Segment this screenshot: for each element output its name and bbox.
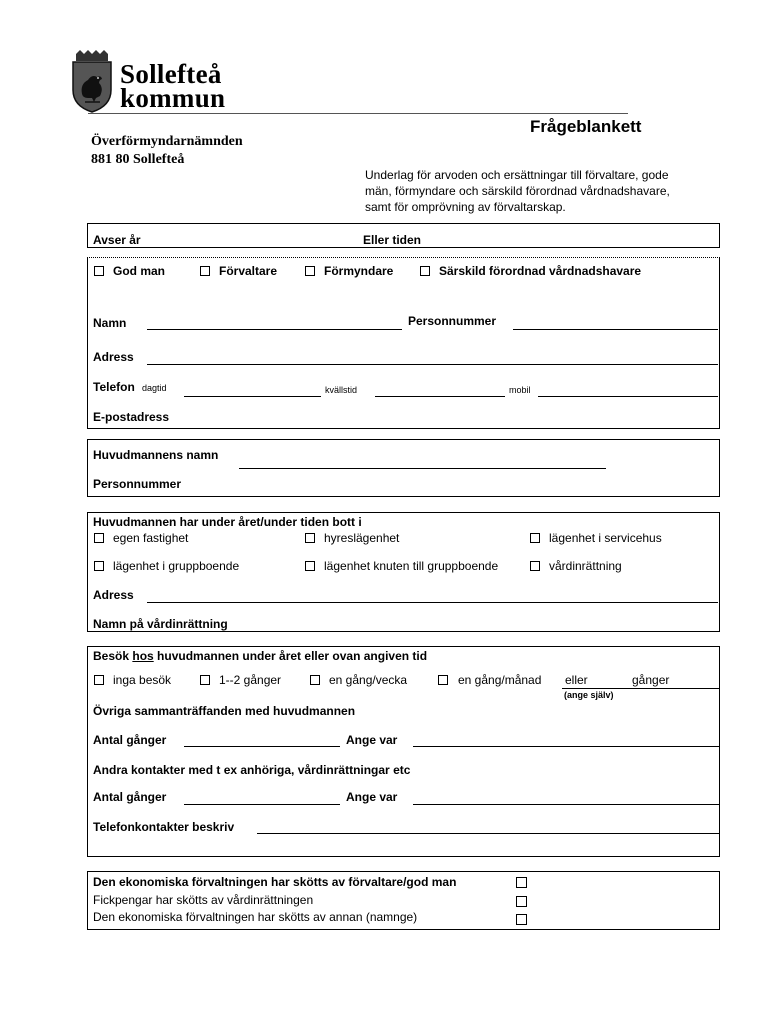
- principal-personnummer-field[interactable]: [198, 473, 598, 493]
- housing-heading: Huvudmannen har under året/under tiden bott i: [93, 515, 362, 529]
- description-line-3: samt för omprövning av förvaltarskap.: [365, 200, 566, 214]
- other-contacts-label: Andra kontakter med t ex anhöriga, vårdinrättningar etc: [93, 763, 411, 777]
- checkbox-en-gang-manad[interactable]: [438, 675, 448, 685]
- municipality-logo: [70, 48, 250, 114]
- logo-name-line2: kommun: [120, 83, 226, 113]
- option-1-2-ganger: 1--2 gånger: [219, 673, 282, 687]
- option-sarskild-vardnadshavare: Särskild förordnad vårdnadshavare: [439, 264, 642, 278]
- option-egen-fastighet: egen fastighet: [113, 531, 189, 545]
- other-meetings-label: Övriga sammanträffanden med huvudmannen: [93, 704, 356, 718]
- email-field[interactable]: [178, 406, 718, 426]
- option-knuten-gruppboende: lägenhet knuten till gruppboende: [324, 559, 499, 573]
- checkbox-formyndare[interactable]: [305, 266, 315, 276]
- specify-note: (ange själv): [564, 690, 614, 700]
- finance-section: [87, 871, 720, 930]
- checkbox-egen-fastighet[interactable]: [94, 533, 104, 543]
- coat-of-arms-icon: [70, 50, 114, 114]
- logo-name-line1: Sollefteå: [120, 59, 222, 89]
- visits-heading-pre: Besök: [93, 649, 133, 663]
- phone-contacts-field[interactable]: [257, 833, 719, 834]
- meetings-where-label: Ange var: [346, 733, 398, 747]
- finance-facility-label: Fickpengar har skötts av vårdinrättningen: [93, 893, 314, 907]
- visits-heading-post: huvudmannen under året eller ovan angiven tid: [153, 649, 428, 663]
- checkbox-inga-besok[interactable]: [94, 675, 104, 685]
- checkbox-hyreslagenhet[interactable]: [305, 533, 315, 543]
- header-rule: [88, 113, 628, 114]
- finance-other-label: Den ekonomiska förvaltningen har skötts av annan (namnge): [93, 910, 418, 924]
- personnummer-label: Personnummer: [408, 314, 497, 328]
- contacts-where-field[interactable]: [413, 804, 719, 805]
- finance-guardian-label: Den ekonomiska förvaltningen har skötts av förvaltare/god man: [93, 875, 457, 889]
- meetings-count-label: Antal gånger: [93, 733, 167, 747]
- checkbox-vardinrattning[interactable]: [530, 561, 540, 571]
- checkbox-en-gang-vecka[interactable]: [310, 675, 320, 685]
- contacts-where-label: Ange var: [346, 790, 398, 804]
- period-section: [87, 223, 720, 248]
- checkbox-1-2-ganger[interactable]: [200, 675, 210, 685]
- meetings-where-field[interactable]: [413, 746, 719, 747]
- contacts-count-label: Antal gånger: [93, 790, 167, 804]
- period-field[interactable]: [438, 226, 713, 246]
- option-en-gang-manad: en gång/månad: [458, 673, 542, 687]
- visits-heading-underlined: hos: [132, 649, 154, 663]
- phone-day-field[interactable]: [184, 396, 321, 397]
- principal-personnummer-label: Personnummer: [93, 477, 182, 491]
- meetings-count-field[interactable]: [184, 746, 340, 747]
- personnummer-field[interactable]: [513, 329, 718, 330]
- organization-name: Överförmyndarnämnden: [91, 134, 243, 149]
- checkbox-servicehus[interactable]: [530, 533, 540, 543]
- period-label: Eller tiden: [363, 233, 422, 247]
- principal-name-field[interactable]: [239, 468, 606, 469]
- year-field[interactable]: [158, 226, 353, 246]
- option-god-man: God man: [113, 264, 166, 278]
- option-formyndare: Förmyndare: [324, 264, 394, 278]
- checkbox-gruppboende[interactable]: [94, 561, 104, 571]
- description-line-1: Underlag för arvoden och ersättningar till förvaltare, gode: [365, 168, 669, 182]
- option-gruppboende: lägenhet i gruppboende: [113, 559, 240, 573]
- option-en-gang-vecka: en gång/vecka: [329, 673, 408, 687]
- principal-name-label: Huvudmannens namn: [93, 448, 219, 462]
- address-label: Adress: [93, 350, 134, 364]
- checkbox-knuten-gruppboende[interactable]: [305, 561, 315, 571]
- address-field[interactable]: [147, 364, 718, 365]
- facility-name-field[interactable]: [238, 613, 718, 631]
- facility-name-label: Namn på vårdinrättning: [93, 617, 228, 631]
- contacts-count-field[interactable]: [184, 804, 340, 805]
- form-description: [365, 167, 670, 215]
- visits-heading: [93, 649, 427, 663]
- housing-section: [87, 512, 720, 632]
- name-field[interactable]: [147, 329, 402, 330]
- checkbox-finance-facility[interactable]: [516, 896, 527, 907]
- checkbox-forvaltare[interactable]: [200, 266, 210, 276]
- option-hyreslagenhet: hyreslägenhet: [324, 531, 400, 545]
- principal-section: [87, 439, 720, 497]
- phone-label: Telefon: [93, 380, 135, 394]
- form-title: Frågeblankett: [530, 117, 642, 136]
- option-vardinrattning: vårdinrättning: [549, 559, 622, 573]
- phone-contacts-label: Telefonkontakter beskriv: [93, 820, 235, 834]
- representative-section: [87, 257, 720, 429]
- phone-day-label: dagtid: [142, 383, 167, 393]
- phone-evening-field[interactable]: [375, 396, 505, 397]
- phone-mobile-label: mobil: [509, 385, 531, 395]
- visits-section: [87, 646, 720, 857]
- description-line-2: män, förmyndare och särskild förordnad vårdnadshavare,: [365, 184, 670, 198]
- option-forvaltare: Förvaltare: [219, 264, 278, 278]
- or-label: eller: [565, 673, 588, 687]
- housing-address-field[interactable]: [147, 602, 718, 603]
- checkbox-finance-other[interactable]: [516, 914, 527, 925]
- option-servicehus: lägenhet i servicehus: [549, 531, 662, 545]
- checkbox-sarskild-vardnadshavare[interactable]: [420, 266, 430, 276]
- option-inga-besok: inga besök: [113, 673, 172, 687]
- housing-address-label: Adress: [93, 588, 134, 602]
- phone-mobile-field[interactable]: [538, 396, 718, 397]
- checkbox-finance-guardian[interactable]: [516, 877, 527, 888]
- year-label: Avser år: [93, 233, 141, 247]
- visits-custom-field[interactable]: [562, 688, 719, 689]
- organization-address: 881 80 Sollefteå: [91, 152, 185, 167]
- name-label: Namn: [93, 316, 127, 330]
- phone-evening-label: kvällstid: [325, 385, 358, 395]
- checkbox-god-man[interactable]: [94, 266, 104, 276]
- email-label: E-postadress: [93, 410, 170, 424]
- times-label: gånger: [632, 673, 670, 687]
